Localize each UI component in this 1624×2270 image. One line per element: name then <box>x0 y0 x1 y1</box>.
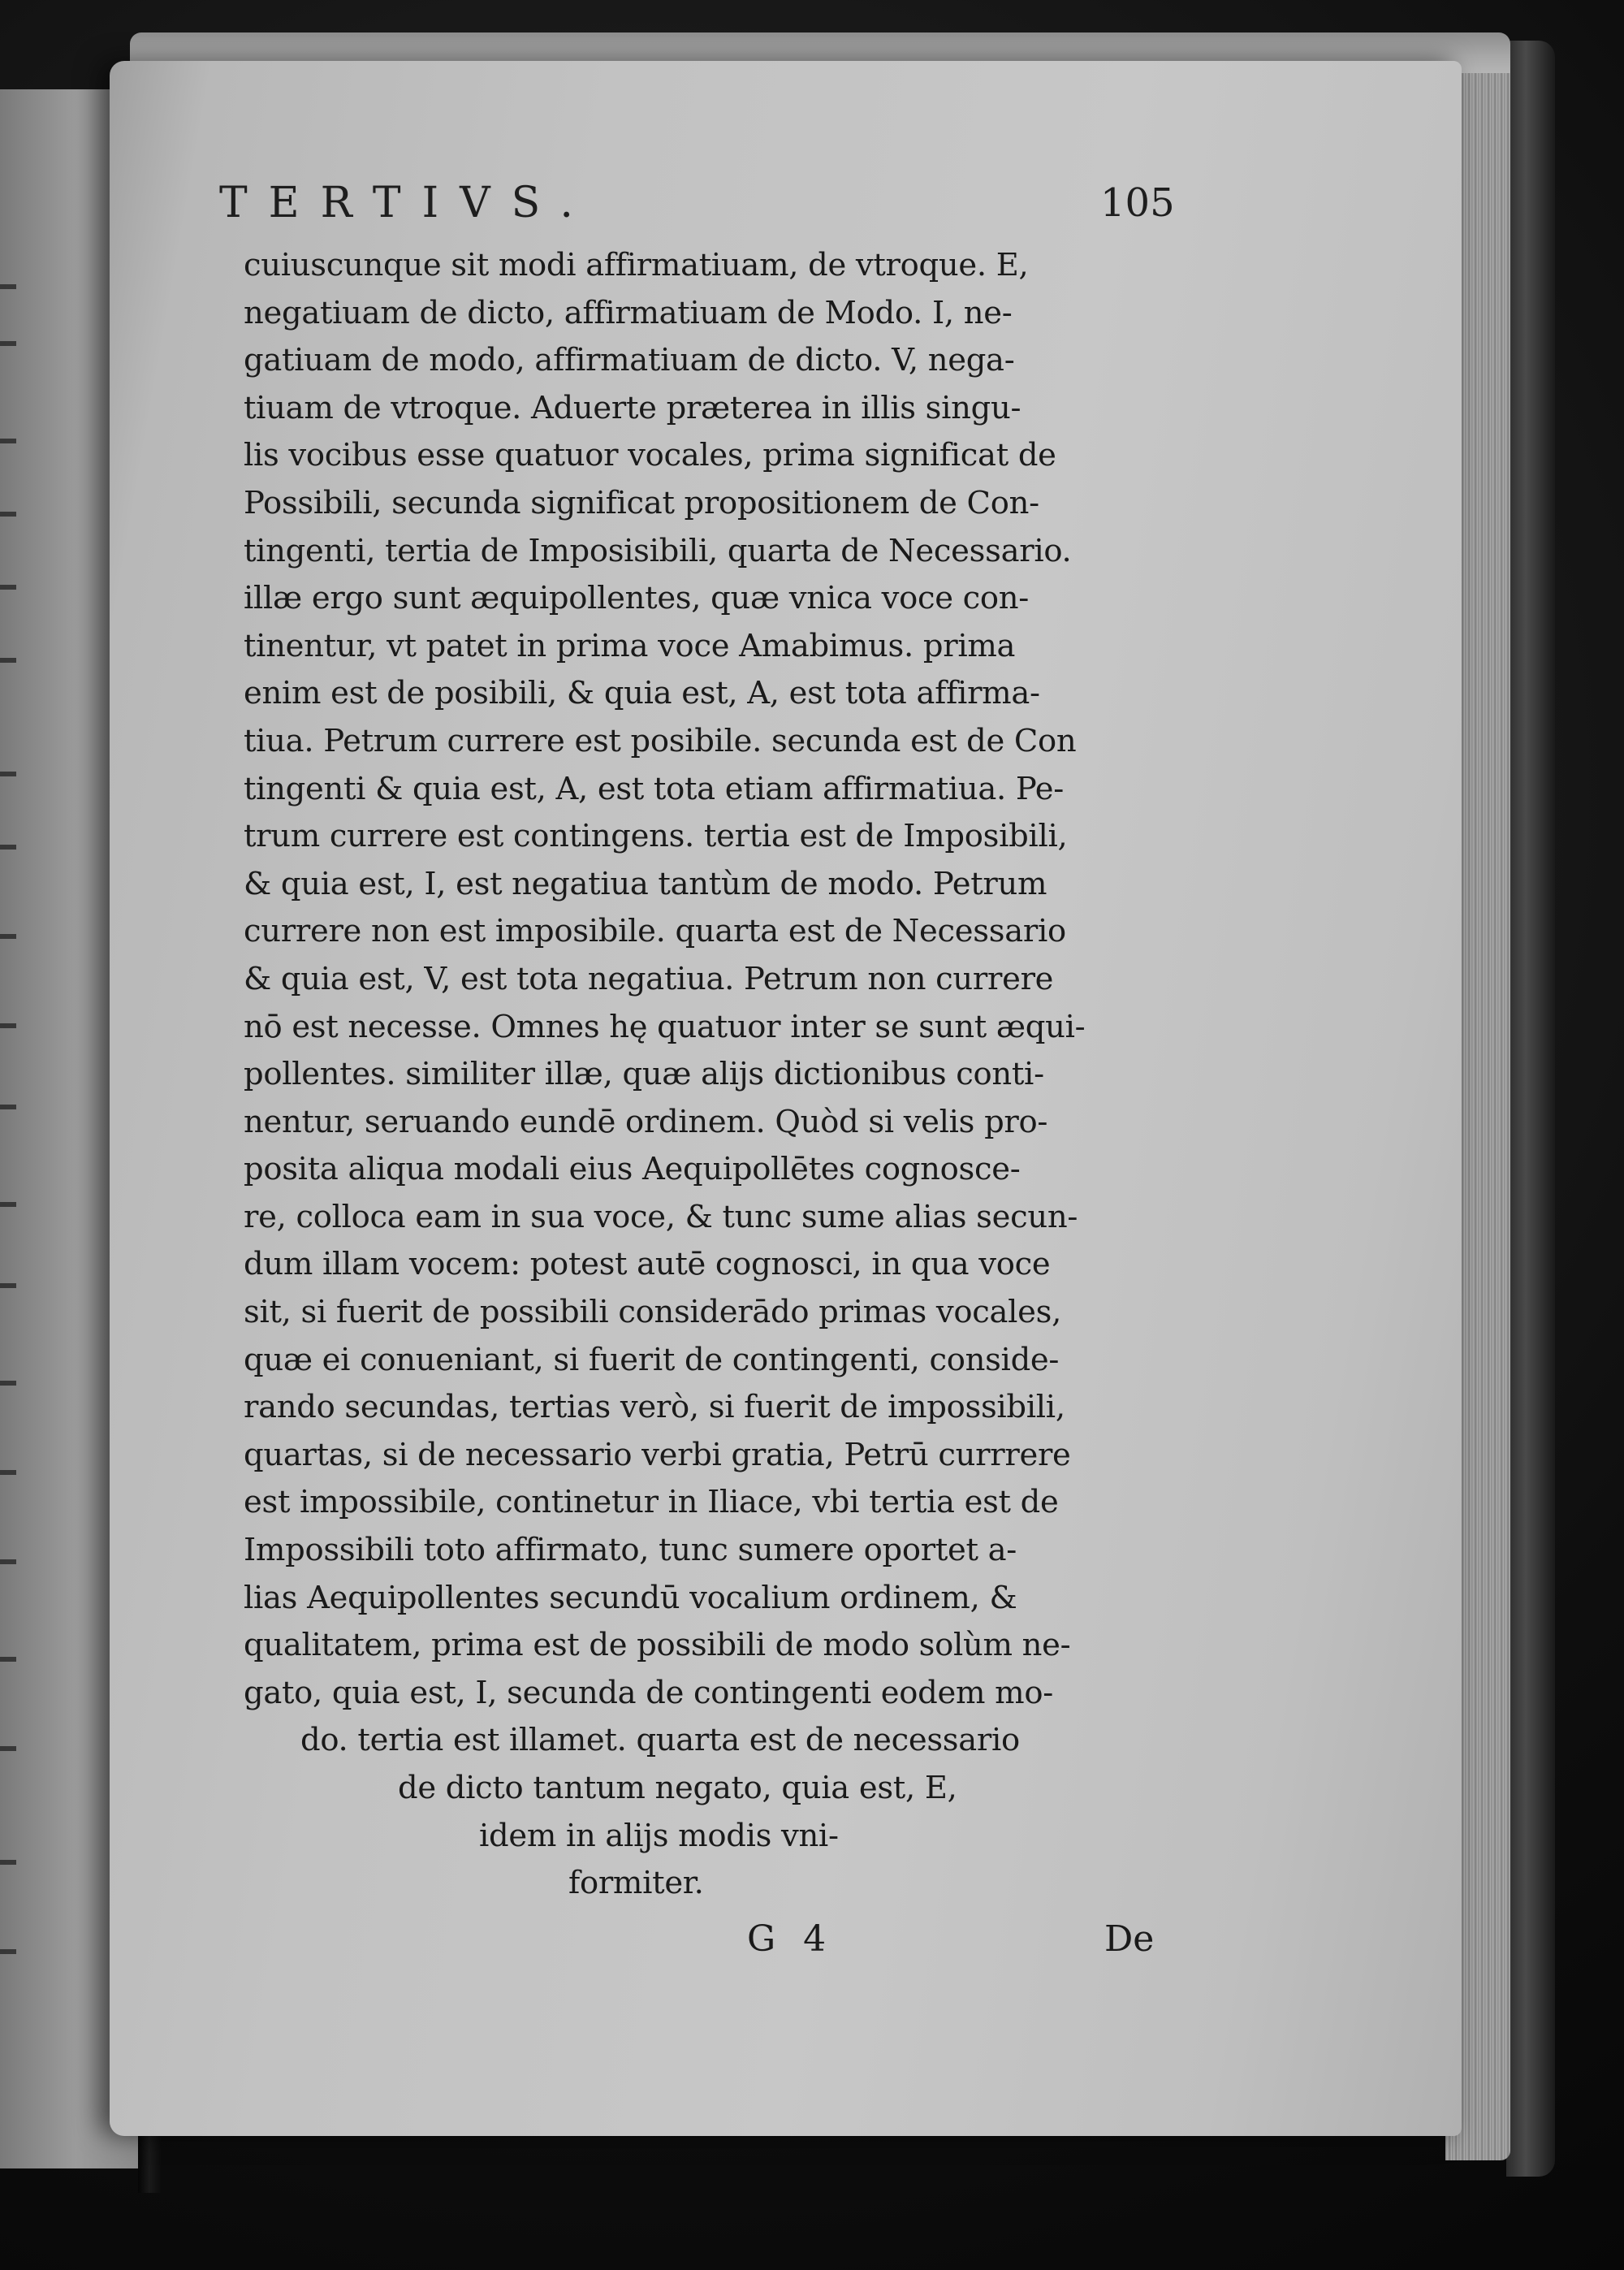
running-head: TERTIVS. <box>219 179 594 227</box>
text-line: tingenti, tertia de Imposisibili, quarta de Necessario. <box>244 532 1072 569</box>
text-line: pollentes. similiter illæ, quæ alijs dictionibus conti- <box>244 1056 1044 1093</box>
text-line: lis vocibus esse quatuor vocales, prima significat de <box>244 437 1056 474</box>
text-line: tiua. Petrum currere est posibile. secunda est de Con <box>244 722 1077 759</box>
text-line: quartas, si de necessario verbi gratia, Petrū currrere <box>244 1436 1071 1473</box>
text-line: tingenti & quia est, A, est tota etiam affirmatiua. Pe- <box>244 770 1064 807</box>
catchword: De <box>1104 1918 1155 1960</box>
text-line: negatiuam de dicto, affirmatiuam de Modo. I, ne- <box>244 294 1013 331</box>
text-line: nō est necesse. Omnes hę quatuor inter se sunt æqui- <box>244 1008 1086 1045</box>
text-line: & quia est, V, est tota negatiua. Petrum non currere <box>244 960 1054 997</box>
text-line: idem in alijs modis vni- <box>479 1817 839 1854</box>
text-line: currere non est imposibile. quarta est de Necessario <box>244 913 1066 950</box>
text-line: do. tertia est illamet. quarta est de necessario <box>300 1722 1020 1759</box>
text-line: rando secundas, tertias verò, si fuerit de impossibili, <box>244 1389 1065 1426</box>
text-line: sit, si fuerit de possibili considerādo primas vocales, <box>244 1294 1062 1331</box>
text-line: gatiuam de modo, affirmatiuam de dicto. V, nega- <box>244 342 1015 379</box>
signature-mark: G 4 <box>747 1918 827 1960</box>
text-line: re, colloca eam in sua voce, & tunc sume alias secun- <box>244 1198 1078 1235</box>
text-line: est impossibile, continetur in Iliace, vbi tertia est de <box>244 1484 1059 1521</box>
text-line: nentur, seruando eundē ordinem. Quòd si velis pro- <box>244 1103 1048 1140</box>
text-line: tinentur, vt patet in prima voce Amabimus. prima <box>244 627 1016 664</box>
text-line: enim est de posibili, & quia est, A, est tota affirma- <box>244 675 1040 712</box>
text-line: trum currere est contingens. tertia est de Imposibili, <box>244 818 1068 855</box>
text-line: de dicto tantum negato, quia est, E, <box>398 1770 957 1806</box>
text-line: & quia est, I, est negatiua tantùm de modo. Petrum <box>244 865 1047 902</box>
text-line: posita aliqua modali eius Aequipollētes cognosce- <box>244 1151 1021 1188</box>
text-line: qualitatem, prima est de possibili de modo solùm ne- <box>244 1627 1071 1664</box>
text-line: dum illam vocem: potest autē cognosci, in qua voce <box>244 1246 1051 1283</box>
text-line: illæ ergo sunt æquipollentes, quæ vnica voce con- <box>244 580 1029 617</box>
text-line: Possibili, secunda significat propositionem de Con- <box>244 484 1039 521</box>
page-number: 105 <box>1100 180 1175 226</box>
body-text <box>244 242 1202 1908</box>
text-line: lias Aequipollentes secundū vocalium ordinem, & <box>244 1579 1017 1616</box>
book-cover-edge <box>1506 41 1555 2177</box>
text-line: quæ ei conueniant, si fuerit de contingenti, conside- <box>244 1341 1060 1378</box>
text-line: formiter. <box>568 1865 704 1902</box>
text-line: cuiuscunque sit modi affirmatiuam, de vtroque. E, <box>244 247 1029 283</box>
text-line: gato, quia est, I, secunda de contingenti eodem mo- <box>244 1674 1053 1711</box>
text-line: Impossibili toto affirmato, tunc sumere oportet a- <box>244 1532 1017 1569</box>
text-line: tiuam de vtroque. Aduerte præterea in illis singu- <box>244 389 1021 426</box>
